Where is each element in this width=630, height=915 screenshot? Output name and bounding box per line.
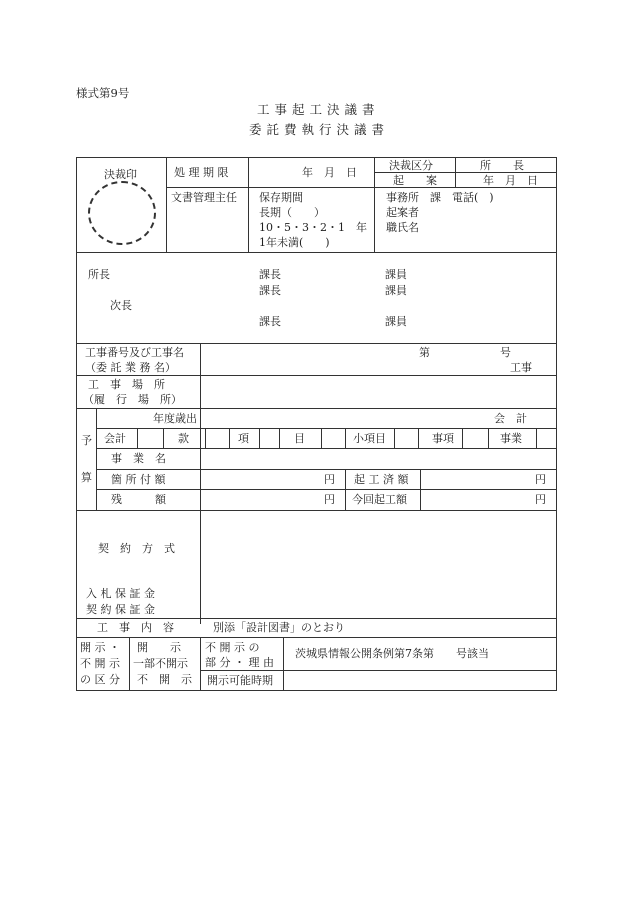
approval-chief: 所長 [88, 268, 110, 281]
draft-date: 年 月 日 [483, 174, 538, 187]
processing-deadline-value: 年 月 日 [302, 166, 357, 179]
retention-label: 保存期間 [259, 191, 303, 204]
project-name-label: 事 業 名 [111, 452, 166, 465]
yen-3: 円 [324, 493, 335, 506]
budget-moku: 目 [294, 432, 305, 445]
budget-matter: 事項 [432, 432, 454, 445]
retention-long: 長期（ ） [259, 206, 325, 219]
started-amount-label: 起 工 済 額 [354, 473, 409, 486]
decision-category-label: 決裁区分 [389, 159, 433, 172]
approval-deputy: 次長 [110, 299, 132, 312]
yen-2: 円 [535, 473, 546, 486]
balance-label: 残 額 [111, 493, 166, 506]
approval-section-chief-1: 課長 [259, 268, 281, 281]
draft-label: 起 案 [393, 174, 437, 187]
disclosure-option-none: 不 開 示 [137, 673, 192, 686]
bid-bond-label: 入 札 保 証 金 [86, 587, 155, 600]
yen-1: 円 [324, 473, 335, 486]
current-amount-label: 今回起工額 [352, 493, 407, 506]
yen-4: 円 [535, 493, 546, 506]
budget-account: 会計 [104, 432, 126, 445]
disclosure-category-line-3: の 区 分 [80, 673, 120, 686]
contract-method-label: 契 約 方 式 [98, 542, 175, 555]
retention-years: 10・5・3・2・1 年 [259, 221, 367, 234]
budget-side-label-2: 算 [81, 471, 92, 484]
approval-section-chief-3: 課長 [259, 315, 281, 328]
budget-side-label-1: 予 [81, 434, 92, 447]
work-number-suffix: 号 [500, 346, 511, 359]
work-suffix: 工事 [510, 361, 532, 374]
form-number: 様式第9号 [76, 86, 130, 100]
budget-kou: 項 [238, 432, 249, 445]
disclosure-category-line-2: 不 開 示 [80, 657, 120, 670]
budget-project: 事業 [500, 432, 522, 445]
work-location-label: 工 事 場 所 [88, 378, 165, 391]
allocated-amount-label: 箇 所 付 額 [111, 473, 166, 486]
seal-label: 決裁印 [104, 168, 137, 181]
document-subtitle: 委託費執行決議書 [249, 122, 390, 137]
approval-staff-2: 課員 [385, 284, 407, 297]
drafter-title-name: 職氏名 [386, 221, 419, 234]
work-number-name-label: 工事番号及び工事名 [85, 346, 184, 359]
fiscal-year-label: 年度歳出 [153, 412, 197, 425]
non-disclosure-reason-label-1: 不 開 示 の [205, 641, 260, 654]
chief-label: 所 長 [480, 159, 524, 172]
disclosure-option-full: 開 示 [137, 641, 181, 654]
doc-manager-label: 文書管理主任 [171, 191, 237, 204]
approval-section-chief-2: 課長 [259, 284, 281, 297]
work-content-value: 別添「設計図書」のとおり [213, 621, 345, 634]
approval-seal-circle [88, 181, 156, 245]
processing-deadline-label: 処 理 期 限 [174, 166, 229, 179]
office-line: 事務所 課 電話( ) [386, 191, 494, 204]
contract-bond-label: 契 約 保 証 金 [86, 603, 155, 616]
accounting-label: 会 計 [494, 412, 527, 425]
work-number-prefix: 第 [419, 346, 430, 359]
document-title: 工事起工決議書 [257, 102, 380, 117]
approval-staff-3: 課員 [385, 315, 407, 328]
work-content-label: 工 事 内 容 [97, 621, 174, 634]
disclosure-category-line-1: 開 示 ・ [80, 641, 120, 654]
budget-sub-item: 小項目 [353, 432, 386, 445]
disclosure-option-partial: 一部不開示 [133, 657, 188, 670]
budget-kan: 款 [178, 432, 189, 445]
non-disclosure-reason-label-2: 部 分 ・ 理 由 [205, 656, 274, 669]
retention-short: 1年未満( ) [259, 236, 330, 249]
disclosure-timing-label: 開示可能時期 [207, 674, 273, 687]
contract-name-label: （委 託 業 務 名） [85, 361, 176, 374]
non-disclosure-reason-value: 茨城県情報公開条例第7条第 号該当 [295, 647, 489, 660]
approval-staff-1: 課員 [385, 268, 407, 281]
performance-location-label: （履 行 場 所） [83, 393, 182, 406]
drafter-label: 起案者 [386, 206, 419, 219]
